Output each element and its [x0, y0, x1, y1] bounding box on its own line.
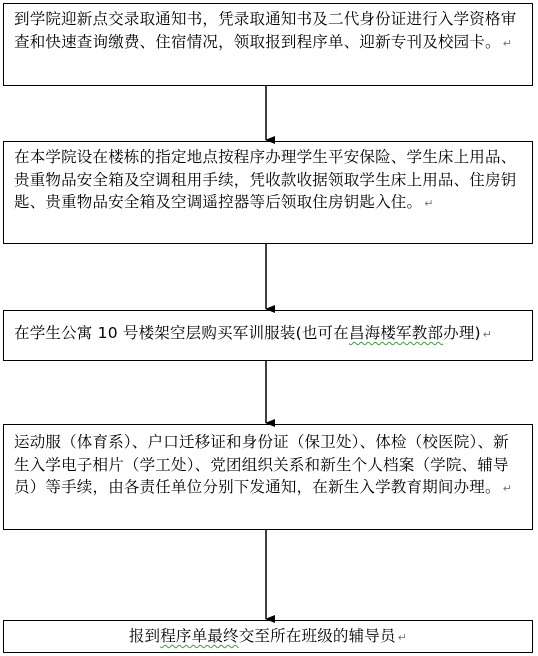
step-5-text-before: 报到 — [128, 627, 161, 645]
paragraph-mark-icon: ↵ — [502, 482, 513, 495]
step-2-text: 在本学院设在楼栋的指定地点按程序办理学生平安保险、学生床上用品、贵重物品安全箱及空调租用手续，凭收款收据领取学生床上用品、住房钥匙、贵重物品安全箱及空调遥控器等后领取住房钥匙入住。 — [14, 148, 517, 211]
paragraph-mark-icon: ↵ — [482, 328, 493, 341]
step-5-text-after: 交至所在班级的辅导员 — [238, 627, 396, 645]
step-3-text-before: 在学生公寓 10 号楼架空层购买军训服装(也可在 — [14, 324, 349, 342]
step-1-text: 到学院迎新点交录取通知书，凭录取通知书及二代身份证进行入学资格审查和快速查询缴费、住宿情况，领取报到程序单、迎新专刊及校园卡。 — [14, 10, 517, 51]
paragraph-mark-icon: ↵ — [397, 631, 408, 644]
paragraph-mark-icon: ↵ — [424, 197, 434, 210]
step-3-text-underlined: 昌海楼军教部 — [348, 324, 444, 342]
step-5-text-underlined: 程序单最终 — [160, 627, 239, 645]
paragraph-mark-icon: ↵ — [502, 36, 513, 50]
step-3-text-after: 办理) — [443, 324, 481, 342]
step-4-text: 运动服（体育系）、户口迁移证和身份证（保卫处）、体检（校医院）、新生入学电子相片（学工处）、党团组织关系和新生个人档案（学院、辅导员）等手续，由各责任单位分别下发通知，在新生入学教育期间办理。 — [14, 433, 509, 496]
